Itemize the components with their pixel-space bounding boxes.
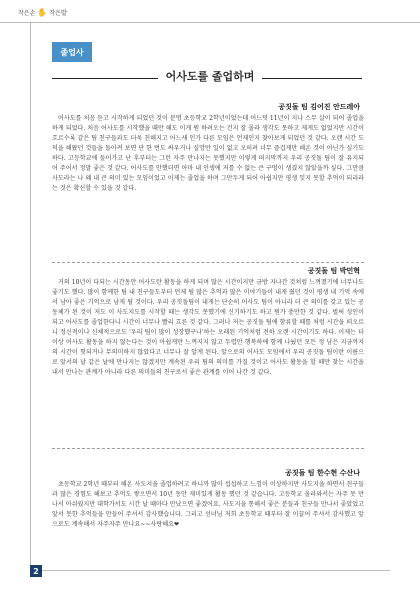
top-rule <box>0 22 420 23</box>
article-1-text: 어사도를 처음 듣고 시작하게 되었던 것이 분명 초등학교 2학년이었는데 어느덧 11년이 지나 스무 살이 되어 졸업을 하게 되었다. 처음 어사도를 시작했을 때만 해도 이게 뭔 하려오는 건지 잘 몰라 생각도 못하고 제게도 없었지만 시간이 흐르수록 같은 팀 친구들과도 더욱 친해지고 어느새 인가 다른 모임은 언제인지 찾아보게 되었던 것 같다. 오랜 시간 도덕을 해왔던 것들을 돌아켜 보면 단 한 번도 싸우거나 실망만 일이 없고 오히려 너무 즐겁게만 해온 것이 아닌가 싶기도 하다. 고등학교에 들어가고 난 후부터는 그런 자주 만나지는 못했지만 이렇게 떠지막까지 우리 공짓돌 팀이 잘 유지되어 주어서 정말 좋은 것 같다. 어사도를 안했더면 아마 내 인생에 저를 수 없는 큰 구멍이 생겼지 않았을까 싶다. 그만큼 사도라는 나 왜 내 큰 의미 있는 모임이었고 이제는 졸업을 하며 그만두게 되어 아쉽지만 평생 잊지 못할 추억이 되리라는 것은 확신할 수 있을 것 같다. <box>52 115 364 192</box>
separator-1 <box>52 262 364 263</box>
byline-3: 공짓돌 팀 한수현 수산나 <box>285 469 360 477</box>
article-2-text: 거의 10년이 다되는 시간동안 어사도란 활동을 하게 되며 많은 시간이지만 금방 지나간 것처럼 느껴졌기에 너무나도 좋기도 했다. 많이 함께한 팀 내 친구들도부터 언제 될 많은 추억과 많은 이야기들이 내게 줬던 것이 평생 내 기억 속에서 남아 좋은 기억으로 남게 될 것이다. 우리 공짓돌팀이 내게는 단순히 어사도 팀이 아니라 더 큰 의미를 갖고 있는 공동체가 된 것이 저도 이 사도지도를 시작할 때는 생각도 못했기에 신기하기도 하고 뭔가 충만한 것 같다. 벌써 성인이 되고 어사도를 졸업한다니 시간이 너무나 빨리 흐른 것 같다. 그러나 저는 공짓돌 팀에 함류할 때를 처럼 시간을 떠오르니 정신적이나 신체적으로도 '우리 팀이 많이 성장했구나'하는 오래된 기억처럼 전하 오랜 시간이기도 하다. 이제는 더 이상 어사도 활동을 하지 않는다는 것이 아쉽게만 느껴지지 않고 두렵만 행복하에 함께 나눴던 모든 정 남은 지금까지의 시간이 헛되거나 무의미하지 않았다고 너무나 잘 알게 된다. 앞으로의 어사도 모임에서 우리 공짓돌 팀이란 이름으로 앞서의 날 같은 날에 만나지는 않겠지만 계속된 우리 팀의 의미를 가질 것이고 어사도 활동을 할 때만 찾는 시간을 내서 만나는 관계가 아니라 다른 의미들의 친구로서 좋은 관계를 이어 나간 것 같다. <box>52 279 364 376</box>
brand-prefix: 작은손 <box>18 10 36 17</box>
section-tag: 졸업사 <box>52 42 92 62</box>
bottom-rule <box>30 570 390 571</box>
top-brand <box>18 8 67 17</box>
brand-suffix: 작은발 <box>49 10 67 17</box>
side-rule <box>30 22 31 570</box>
byline-1: 공짓돌 팀 김어진 안드레아 <box>278 103 360 111</box>
byline-2: 공짓돌 팀 박민혁 <box>307 267 360 275</box>
article-3-text: 초등학교 2학년 때부터 해온 사도지을 졸업하려고 하니까 많이 섭섭하고 느낌이 이상하지만 사도지을 하면서 친구들과 많은 경험도 해보고 추억도 쌓으면서 10년 동안 재미있게 활동 했던 것 같습니다. 고등학교 올라와서는 자주 못 만나서 아쉬웠지만 대학가서도 시간 날 때마다 만났으면 좋겠어요. 사도지을 통해서 좋은 분들과 친구들 만나서 좋았었고 앞서 못한 추억들을 만들어 주셔서 감사했습니다. 그리고 선녀님 저희 초등학교 때부터 잘 이끌어 주셔서 감사했고 앞으로도 계속해서 자주자주 만나요~~사랑해요❤ <box>52 481 364 528</box>
page-title: 어사도를 졸업하며 <box>165 70 255 83</box>
separator-2 <box>52 448 364 449</box>
page-number: 2 <box>30 565 42 577</box>
hand-icon: ✋ <box>37 8 48 17</box>
